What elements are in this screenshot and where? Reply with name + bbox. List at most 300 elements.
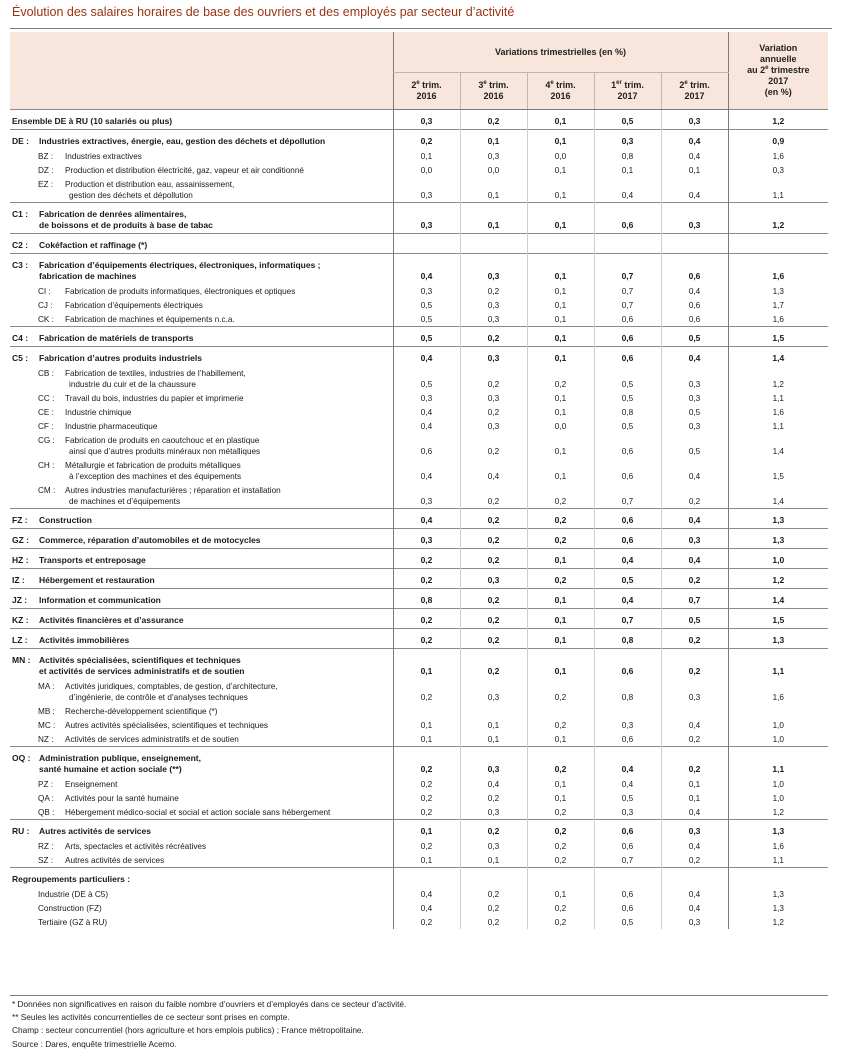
- quarter-value: 0,1: [527, 284, 594, 298]
- row-code: CJ :: [38, 301, 53, 310]
- quarter-value: 0,4: [661, 177, 728, 203]
- quarter-label: 2e trim.: [411, 80, 442, 90]
- row-label: [10, 130, 393, 150]
- row-label: [10, 853, 393, 868]
- row-label-line: Production et distribution électricité, gaz, vapeur et air conditionné: [65, 166, 304, 175]
- row-label-line: Commerce, réparation d’automobiles et de motocycles: [39, 535, 261, 545]
- subsector-row: [10, 704, 828, 718]
- row-label-line: fabrication de machines: [39, 271, 137, 281]
- row-label: [10, 347, 393, 367]
- annual-value: 1,0: [728, 777, 828, 791]
- quarter-value: 0,2: [460, 483, 527, 509]
- quarter-value: 0,1: [527, 887, 594, 901]
- row-label-line: gestion des déchets et dépollution: [69, 191, 193, 200]
- annual-value: 1,1: [728, 747, 828, 778]
- quarter-value: 0,1: [460, 130, 527, 150]
- quarter-value: 0,8: [393, 589, 460, 609]
- quarter-value: 0,2: [527, 839, 594, 853]
- row-code: FZ :: [12, 515, 28, 525]
- sector-row: [10, 629, 828, 649]
- quarter-header: [460, 73, 527, 110]
- quarter-value: 0,1: [527, 298, 594, 312]
- row-label-line: Industries extractives, énergie, eau, gestion des déchets et dépollution: [39, 136, 326, 146]
- sector-row: [10, 327, 828, 347]
- grouping-row: [10, 901, 828, 915]
- quarter-value: 0,2: [460, 589, 527, 609]
- row-label: [10, 483, 393, 509]
- quarter-value: [527, 868, 594, 888]
- row-label-line: Activités immobilières: [39, 635, 130, 645]
- quarter-value: 0,3: [460, 419, 527, 433]
- row-label-line: Hébergement et restauration: [39, 575, 155, 585]
- quarter-value: 0,6: [594, 509, 661, 529]
- quarter-value: 0,3: [661, 529, 728, 549]
- row-label-line: d’ingénierie, de contrôle et d’analyses techniques: [69, 693, 248, 702]
- subsector-row: [10, 718, 828, 732]
- grouping-row: [10, 915, 828, 929]
- quarter-value: [393, 704, 460, 718]
- quarter-value: 0,5: [661, 405, 728, 419]
- quarter-value: 0,2: [393, 569, 460, 589]
- annual-value: [728, 234, 828, 254]
- quarter-value: 0,4: [661, 718, 728, 732]
- annual-value: 1,6: [728, 254, 828, 285]
- quarter-value: 0,2: [393, 915, 460, 929]
- quarter-value: 0,6: [594, 732, 661, 747]
- row-label: [10, 629, 393, 649]
- quarter-value: 0,1: [527, 405, 594, 419]
- annual-value: 1,5: [728, 327, 828, 347]
- wage-table: [10, 32, 828, 929]
- annual-value: 1,5: [728, 458, 828, 483]
- quarter-header: [527, 73, 594, 110]
- row-label-line: Cokéfaction et raffinage (*): [39, 240, 148, 250]
- row-label: [10, 649, 393, 680]
- table-header: [10, 32, 828, 110]
- quarter-value: 0,6: [594, 347, 661, 367]
- subsector-row: [10, 732, 828, 747]
- sector-row: [10, 254, 828, 285]
- quarter-value: 0,3: [661, 366, 728, 391]
- quarter-value: 0,3: [460, 347, 527, 367]
- quarter-value: 0,7: [594, 609, 661, 629]
- quarter-year: 2017: [617, 91, 638, 101]
- row-label-line: Enseignement: [65, 780, 118, 789]
- quarter-value: [661, 704, 728, 718]
- quarter-value: 0,3: [460, 747, 527, 778]
- annual-value: 1,4: [728, 483, 828, 509]
- quarter-value: 0,2: [527, 569, 594, 589]
- quarter-value: 0,3: [393, 203, 460, 234]
- quarter-value: 0,1: [527, 609, 594, 629]
- annual-value: 1,1: [728, 419, 828, 433]
- table-body: [10, 110, 828, 930]
- quarter-value: 0,2: [460, 649, 527, 680]
- quarter-value: 0,5: [594, 915, 661, 929]
- quarter-value: 0,4: [661, 901, 728, 915]
- quarter-value: 0,4: [661, 149, 728, 163]
- row-label-line: santé humaine et action sociale (**): [39, 764, 182, 774]
- quarter-value: [460, 234, 527, 254]
- quarter-value: 0,1: [527, 549, 594, 569]
- quarter-value: 0,3: [460, 298, 527, 312]
- annual-value: 1,2: [728, 203, 828, 234]
- quarter-value: 0,2: [393, 747, 460, 778]
- row-label: [10, 718, 393, 732]
- quarter-value: 0,3: [661, 915, 728, 929]
- quarter-value: 0,7: [661, 589, 728, 609]
- row-code: MB :: [38, 707, 55, 716]
- sector-row: [10, 868, 828, 888]
- annual-value: 1,3: [728, 901, 828, 915]
- row-label-line: Activités de services administratifs et de soutien: [65, 735, 239, 744]
- quarter-value: 0,3: [661, 820, 728, 840]
- subsector-row: [10, 312, 828, 327]
- row-code: GZ :: [12, 535, 29, 545]
- row-label-line: ainsi que d’autres produits minéraux non métalliques: [69, 447, 261, 456]
- quarter-value: 0,1: [527, 130, 594, 150]
- sector-row: [10, 130, 828, 150]
- annual-header: [728, 32, 828, 110]
- row-code: CF :: [38, 422, 54, 431]
- quarter-value: 0,2: [661, 483, 728, 509]
- quarter-value: 0,1: [527, 391, 594, 405]
- row-label-line: Fabrication d’autres produits industriels: [39, 353, 202, 363]
- row-code: C1 :: [12, 209, 29, 219]
- row-label-line: Industrie pharmaceutique: [65, 422, 158, 431]
- quarter-value: 0,4: [661, 130, 728, 150]
- quarter-value: 0,2: [460, 901, 527, 915]
- quarter-value: 0,2: [527, 853, 594, 868]
- quarter-value: 0,2: [393, 629, 460, 649]
- quarter-value: 0,2: [661, 649, 728, 680]
- quarter-value: 0,4: [661, 347, 728, 367]
- quarter-value: 0,6: [594, 327, 661, 347]
- quarter-value: 0,4: [594, 777, 661, 791]
- quarter-value: 0,6: [661, 254, 728, 285]
- annual-value: 0,9: [728, 130, 828, 150]
- annual-value: 1,4: [728, 433, 828, 458]
- quarter-value: 0,4: [661, 839, 728, 853]
- row-label-line: industrie du cuir et de la chaussure: [69, 380, 196, 389]
- annual-value: 1,6: [728, 839, 828, 853]
- quarter-year: 2016: [416, 91, 437, 101]
- row-label: [10, 820, 393, 840]
- quarter-value: 0,2: [460, 366, 527, 391]
- quarter-value: 0,6: [661, 298, 728, 312]
- row-code: CE :: [38, 408, 54, 417]
- row-code: PZ :: [38, 780, 54, 789]
- quarter-value: 0,3: [460, 149, 527, 163]
- quarter-value: 0,1: [527, 110, 594, 130]
- row-label: [10, 284, 393, 298]
- quarter-value: 0,6: [594, 649, 661, 680]
- quarter-value: 0,2: [460, 284, 527, 298]
- quarter-header: [393, 73, 460, 110]
- quarter-value: 0,5: [594, 391, 661, 405]
- row-label: [10, 391, 393, 405]
- quarter-value: 0,1: [460, 177, 527, 203]
- quarter-value: 0,1: [527, 312, 594, 327]
- quarter-value: 0,3: [393, 529, 460, 549]
- footnote: ** Seules les activités concurrentielles de ce secteur sont prises en compte.: [12, 1012, 290, 1023]
- row-label: [10, 509, 393, 529]
- quarter-value: 0,3: [460, 254, 527, 285]
- quarter-value: 0,1: [527, 433, 594, 458]
- subsector-row: [10, 405, 828, 419]
- quarter-value: 0,1: [527, 327, 594, 347]
- row-label-line: Fabrication de textiles, industries de l’habillement,: [65, 369, 246, 378]
- row-code: RU :: [12, 826, 30, 836]
- annual-value: 1,2: [728, 366, 828, 391]
- row-label-line: Activités financières et d’assurance: [39, 615, 184, 625]
- quarter-value: [460, 868, 527, 888]
- quarter-value: 0,6: [594, 203, 661, 234]
- sector-row: [10, 649, 828, 680]
- annual-value: 1,0: [728, 718, 828, 732]
- row-code: CK :: [38, 315, 54, 324]
- footnote-rule: [10, 995, 828, 996]
- quarter-value: 0,7: [594, 284, 661, 298]
- annual-value: 1,3: [728, 820, 828, 840]
- row-label-line: et activités de services administratifs et de soutien: [39, 666, 245, 676]
- row-label-line: Construction: [39, 515, 92, 525]
- quarter-value: 0,3: [460, 839, 527, 853]
- row-label: [10, 901, 393, 915]
- quarter-value: 0,3: [393, 483, 460, 509]
- row-label-line: de machines et d’équipements: [69, 497, 181, 506]
- quarter-value: 0,2: [393, 549, 460, 569]
- annual-value: 1,2: [728, 805, 828, 820]
- quarter-value: 0,2: [527, 529, 594, 549]
- quarter-value: 0,6: [594, 901, 661, 915]
- quarter-value: 0,2: [460, 820, 527, 840]
- quarter-value: 0,1: [527, 254, 594, 285]
- quarter-value: 0,2: [661, 732, 728, 747]
- quarter-value: 0,8: [594, 679, 661, 704]
- quarter-value: 0,6: [594, 839, 661, 853]
- quarter-value: 0,4: [594, 589, 661, 609]
- quarter-value: 0,2: [527, 820, 594, 840]
- row-label-line: Autres activités de services: [39, 826, 151, 836]
- row-label: [10, 679, 393, 704]
- quarter-value: 0,3: [393, 110, 460, 130]
- annual-value: 1,3: [728, 509, 828, 529]
- row-code: HZ :: [12, 555, 29, 565]
- row-code: IZ :: [12, 575, 25, 585]
- sector-row: [10, 347, 828, 367]
- quarter-value: 0,2: [527, 718, 594, 732]
- subsector-row: [10, 419, 828, 433]
- row-label: [10, 177, 393, 203]
- row-label-line: Autres activités de services: [65, 856, 165, 865]
- quarter-value: 0,5: [594, 419, 661, 433]
- row-code: CH :: [38, 461, 55, 470]
- quarter-value: 0,1: [393, 149, 460, 163]
- quarter-value: 0,1: [661, 777, 728, 791]
- annual-value: 1,6: [728, 149, 828, 163]
- quarter-value: 0,3: [393, 284, 460, 298]
- quarter-value: 0,4: [393, 509, 460, 529]
- quarter-value: 0,5: [661, 433, 728, 458]
- row-label-line: Métallurgie et fabrication de produits métalliques: [65, 461, 241, 470]
- quarter-value: 0,2: [527, 901, 594, 915]
- row-code: C4 :: [12, 333, 29, 343]
- quarter-value: 0,5: [393, 327, 460, 347]
- quarter-value: 0,2: [460, 529, 527, 549]
- quarter-value: 0,2: [460, 791, 527, 805]
- annual-value: 1,1: [728, 391, 828, 405]
- sector-row: [10, 529, 828, 549]
- annual-value: 1,5: [728, 609, 828, 629]
- quarter-value: 0,4: [460, 458, 527, 483]
- sector-row: [10, 569, 828, 589]
- quarter-value: 0,1: [527, 177, 594, 203]
- row-label: [10, 203, 393, 234]
- quarter-value: 0,2: [527, 679, 594, 704]
- quarter-value: 0,5: [594, 791, 661, 805]
- row-label: [10, 419, 393, 433]
- quarter-value: 0,5: [661, 609, 728, 629]
- footnotes: [12, 998, 406, 1051]
- row-code: C5 :: [12, 353, 29, 363]
- row-label-line: Administration publique, enseignement,: [39, 753, 201, 763]
- quarter-label: 1er trim.: [611, 80, 644, 90]
- quarter-value: 0,1: [527, 458, 594, 483]
- quarter-label: 3e trim.: [478, 80, 509, 90]
- quarter-value: 0,2: [460, 327, 527, 347]
- annual-value: 1,2: [728, 569, 828, 589]
- subsector-row: [10, 839, 828, 853]
- subsector-row: [10, 458, 828, 483]
- quarter-value: 0,8: [594, 149, 661, 163]
- row-code: DZ :: [38, 166, 54, 175]
- row-label: [10, 569, 393, 589]
- row-label-line: Regroupements particuliers :: [12, 874, 131, 884]
- row-code: NZ :: [38, 735, 54, 744]
- row-label-line: Information et communication: [39, 595, 161, 605]
- quarter-value: 0,2: [393, 805, 460, 820]
- row-code: QB :: [38, 808, 55, 817]
- quarter-value: 0,4: [594, 549, 661, 569]
- quarter-value: 0,4: [393, 405, 460, 419]
- quarter-value: 0,6: [393, 433, 460, 458]
- quarter-value: 0,0: [527, 419, 594, 433]
- subsector-row: [10, 284, 828, 298]
- quarter-value: 0,1: [527, 649, 594, 680]
- quarter-value: 0,4: [661, 458, 728, 483]
- quarter-value: 0,1: [460, 732, 527, 747]
- quarter-value: 0,6: [594, 458, 661, 483]
- quarter-value: 0,2: [527, 509, 594, 529]
- quarter-value: 0,3: [661, 203, 728, 234]
- row-label: [10, 868, 393, 888]
- subsector-row: [10, 679, 828, 704]
- row-label: [10, 405, 393, 419]
- footnote: * Données non significatives en raison du faible nombre d’ouvriers et d’employés dans ce secteur d’activité.: [12, 999, 407, 1009]
- quarter-value: 0,3: [661, 679, 728, 704]
- annual-value: 1,3: [728, 284, 828, 298]
- quarter-value: 0,3: [661, 419, 728, 433]
- annual-value: 1,6: [728, 679, 828, 704]
- quarter-value: 0,1: [393, 649, 460, 680]
- title-rule: [10, 28, 832, 29]
- quarter-value: [527, 704, 594, 718]
- quarter-value: 0,6: [594, 312, 661, 327]
- footnote: Source : Dares, enquête trimestrielle Acemo.: [12, 1038, 177, 1049]
- quarter-value: 0,7: [594, 254, 661, 285]
- quarter-value: 0,4: [661, 509, 728, 529]
- quarter-value: 0,4: [393, 419, 460, 433]
- quarter-value: 0,2: [460, 549, 527, 569]
- annual-header-line: annuelle: [760, 54, 797, 64]
- quarter-value: 0,2: [460, 887, 527, 901]
- quarter-value: 0,0: [527, 149, 594, 163]
- subsector-row: [10, 163, 828, 177]
- subsector-row: [10, 177, 828, 203]
- row-label-line: Autres industries manufacturières ; réparation et installation: [65, 486, 281, 495]
- annual-value: 1,4: [728, 347, 828, 367]
- footnote: Champ : secteur concurrentiel (hors agriculture et hors emplois publics) ; France métropolitaine.: [12, 1025, 364, 1036]
- quarter-value: 0,1: [527, 629, 594, 649]
- quarter-value: [527, 234, 594, 254]
- quarter-value: 0,1: [594, 163, 661, 177]
- quarter-value: 0,0: [460, 163, 527, 177]
- header-sector-cell: [10, 32, 393, 110]
- annual-header-line: au 2e trimestre: [747, 65, 810, 75]
- row-label-line: Fabrication d’équipements électriques: [65, 301, 203, 310]
- quarter-value: 0,4: [393, 254, 460, 285]
- quarter-value: 0,2: [393, 609, 460, 629]
- annual-value: 1,1: [728, 649, 828, 680]
- row-label-line: de boissons et de produits à base de tabac: [39, 220, 213, 230]
- quarter-value: 0,4: [594, 747, 661, 778]
- quarter-value: 0,6: [594, 529, 661, 549]
- quarter-year: 2016: [550, 91, 571, 101]
- quarter-value: 0,5: [393, 312, 460, 327]
- row-label-line: Fabrication d’équipements électriques, électroniques, informatiques ;: [39, 260, 321, 270]
- quarter-value: 0,3: [661, 110, 728, 130]
- row-label: [10, 366, 393, 391]
- annual-value: 1,7: [728, 298, 828, 312]
- row-label: [10, 791, 393, 805]
- row-code: C3 :: [12, 260, 29, 270]
- row-label: [10, 110, 393, 130]
- quarter-value: 0,4: [661, 284, 728, 298]
- quarter-value: 0,4: [393, 347, 460, 367]
- sector-row: [10, 589, 828, 609]
- row-label-line: Activités pour la santé humaine: [65, 794, 179, 803]
- quarter-header: [661, 73, 728, 110]
- quarter-value: 0,4: [393, 887, 460, 901]
- annual-value: 1,2: [728, 110, 828, 130]
- quarter-value: 0,2: [393, 777, 460, 791]
- row-label: [10, 312, 393, 327]
- row-label-line: Fabrication de matériels de transports: [39, 333, 194, 343]
- subsector-row: [10, 433, 828, 458]
- quarter-value: 0,8: [594, 405, 661, 419]
- row-code: JZ :: [12, 595, 28, 605]
- quarter-value: 0,2: [393, 679, 460, 704]
- annual-value: 1,3: [728, 529, 828, 549]
- quarter-value: 0,3: [594, 805, 661, 820]
- row-label-line: Fabrication de denrées alimentaires,: [39, 209, 187, 219]
- quarter-value: [594, 704, 661, 718]
- row-code: CI :: [38, 287, 51, 296]
- quarter-value: 0,1: [460, 203, 527, 234]
- row-label-line: Industrie (DE à C5): [38, 890, 109, 899]
- row-label-line: Travail du bois, industries du papier et imprimerie: [65, 394, 244, 403]
